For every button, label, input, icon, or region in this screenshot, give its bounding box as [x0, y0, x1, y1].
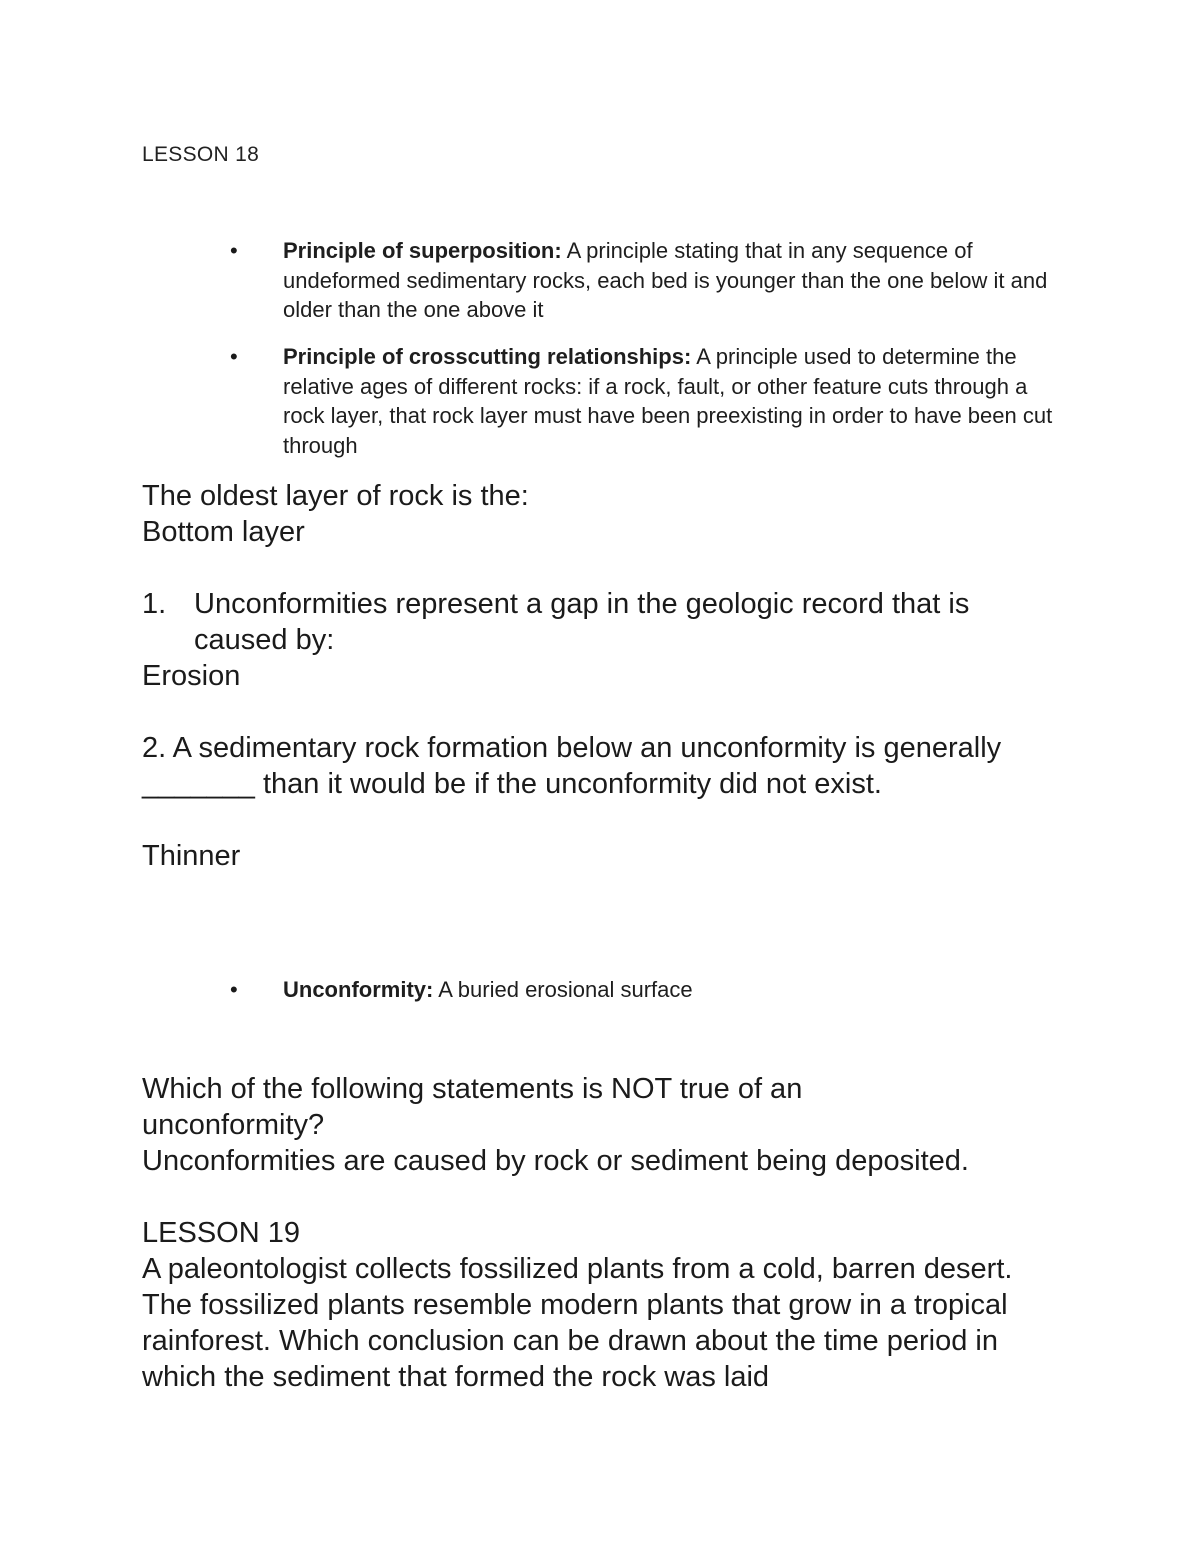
- definition-term: Principle of crosscutting relationships:: [283, 344, 692, 369]
- bullet-icon: •: [230, 977, 238, 1002]
- definition-text: [283, 975, 1073, 1005]
- question-text: Unconformities represent a gap in the geologic record that is caused by:: [194, 588, 970, 656]
- question-1-answer: Erosion: [142, 660, 241, 692]
- definition-body: A principle stating that in any sequence of undeformed sedimentary rocks, each bed is younger than the one below it and older than the one above it: [283, 238, 1048, 322]
- question-2: 2. A sedimentary rock formation below an unconformity is generally _______ than it would be if the unconformity did not exist.: [142, 732, 1002, 800]
- definition-text: [283, 342, 1073, 460]
- definition-term: Principle of superposition:: [283, 238, 562, 263]
- lesson-18-heading: LESSON 18: [142, 143, 260, 166]
- question-number: 1.: [142, 588, 167, 620]
- question-2-answer: Thinner: [142, 840, 241, 872]
- bullet-icon: •: [230, 344, 238, 369]
- question-3: Which of the following statements is NOT true of an unconformity?: [142, 1073, 803, 1141]
- oldest-layer-question: The oldest layer of rock is the:: [142, 480, 529, 512]
- question-3-answer: Unconformities are caused by rock or sediment being deposited.: [142, 1145, 969, 1177]
- definition-body: A buried erosional surface: [433, 977, 693, 1002]
- definition-text: [283, 236, 1073, 325]
- bullet-icon: •: [230, 238, 238, 263]
- definition-term: Unconformity:: [283, 977, 434, 1002]
- lesson-19-question: A paleontologist collects fossilized plants from a cold, barren desert. The fossilized plants resemble modern plants that grow in a tropical rainforest. Which conclusion can be drawn about the time period in which the sediment that formed the rock was laid: [142, 1253, 1013, 1393]
- lesson-19-heading: LESSON 19: [142, 1217, 300, 1249]
- oldest-layer-answer: Bottom layer: [142, 516, 305, 548]
- definition-body: A principle used to determine the relative ages of different rocks: if a rock, fault, or other feature cuts through a rock layer, that rock layer must have been preexisting in order to have been cut through: [283, 344, 1053, 458]
